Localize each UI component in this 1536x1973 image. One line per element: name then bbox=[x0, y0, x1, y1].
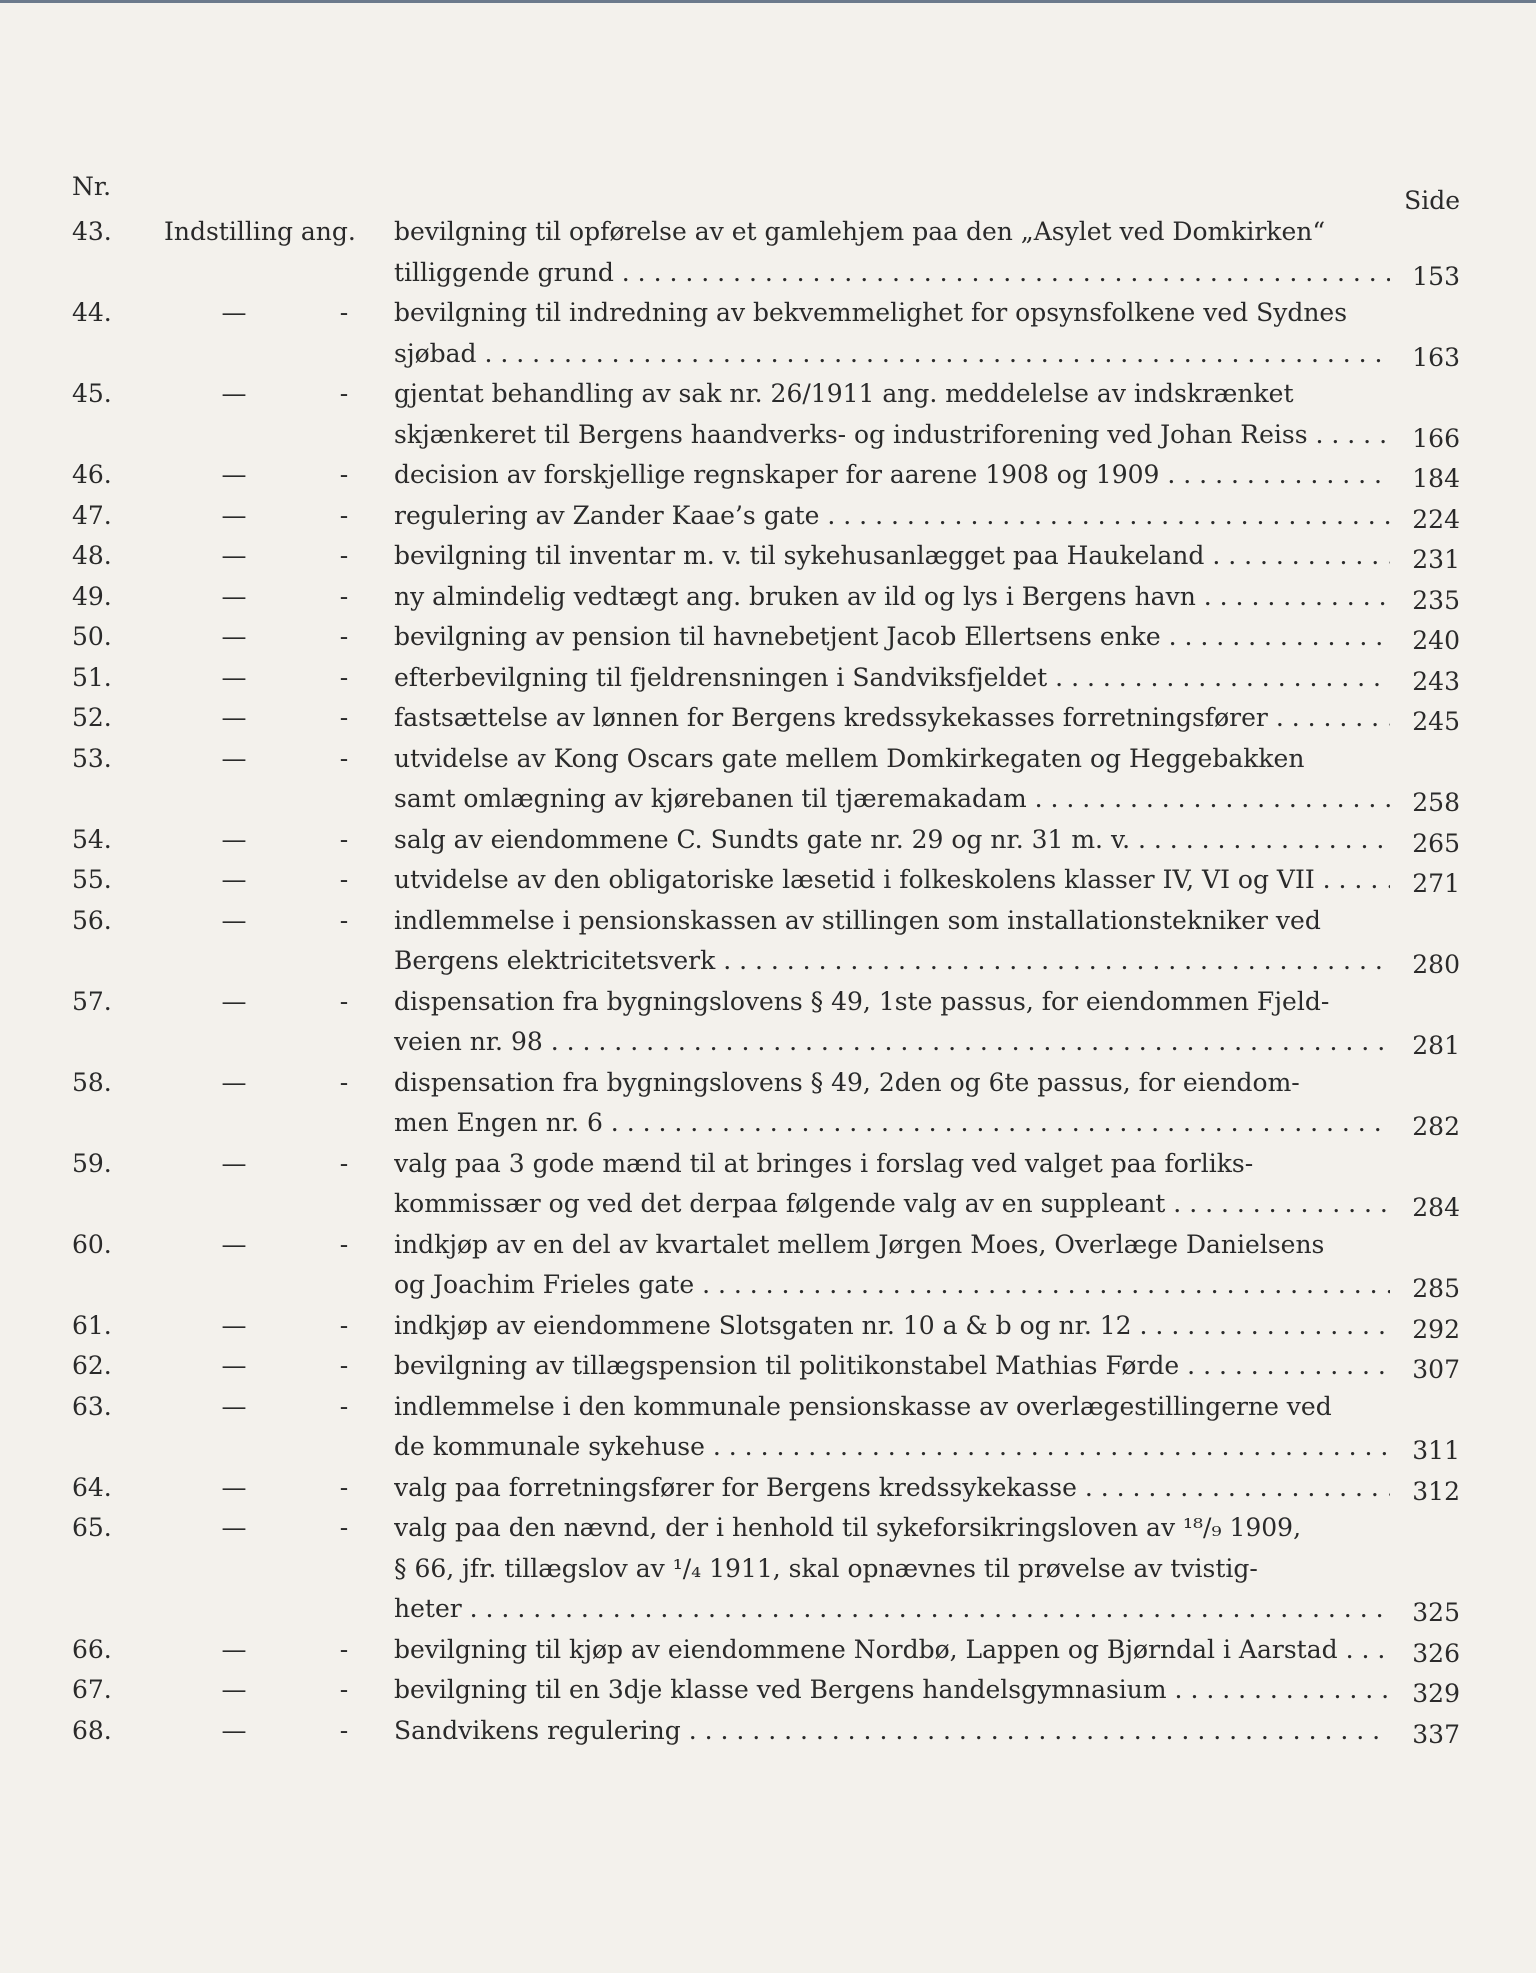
entry-number: 63. bbox=[72, 1391, 112, 1421]
side-column-label: Side bbox=[1404, 186, 1460, 215]
toc-entry-line bbox=[72, 1711, 1460, 1752]
ditto-dash: — bbox=[221, 1472, 247, 1502]
ditto-dash: — bbox=[221, 743, 247, 773]
ditto-dash: — bbox=[221, 581, 247, 611]
ditto-dash: — bbox=[221, 460, 247, 489]
entry-number: 53. bbox=[72, 743, 112, 773]
entry-page-number: 258 bbox=[1412, 788, 1460, 817]
ditto-dash: — bbox=[221, 662, 247, 692]
toc-entry-line bbox=[72, 820, 1460, 861]
ditto-hyphen: - bbox=[339, 1675, 349, 1704]
ditto-dash: — bbox=[221, 703, 247, 732]
toc-entry-line bbox=[72, 698, 1460, 739]
toc-entry-line bbox=[72, 779, 1460, 820]
entry-page-number: 311 bbox=[1412, 1436, 1460, 1465]
entry-number: 62. bbox=[72, 1351, 112, 1380]
entry-title-text: utvidelse av den obligatoriske læsetid i folkeskolens klasser IV, VI og VII . . . bbox=[394, 860, 1390, 901]
ditto-hyphen: - bbox=[339, 986, 349, 1016]
entry-title-text: bevilgning til inventar m. v. til sykehusanlægget paa Haukeland . . . bbox=[394, 536, 1390, 577]
entry-title-text: valg paa 3 gode mænd til at bringes i forslag ved valget paa forliks- bbox=[394, 1148, 1254, 1178]
entry-page-number: 184 bbox=[1412, 464, 1460, 493]
entry-page-number: 166 bbox=[1412, 423, 1460, 453]
entry-number: 57. bbox=[72, 986, 112, 1016]
entry-number: 45. bbox=[72, 379, 112, 408]
ditto-dash: — bbox=[221, 1391, 247, 1421]
toc-entry bbox=[72, 1508, 1460, 1630]
toc-entry-line bbox=[72, 293, 1460, 334]
entry-title-text: bevilgning av pension til havnebetjent Jacob Ellertsens enke . . . bbox=[394, 617, 1390, 658]
entry-number: 60. bbox=[72, 1229, 112, 1259]
ditto-hyphen: - bbox=[339, 581, 349, 611]
ditto-hyphen: - bbox=[339, 905, 349, 935]
entry-page-number: 281 bbox=[1412, 1031, 1460, 1060]
toc-entry bbox=[72, 901, 1460, 982]
entry-title-text: kommissær og ved det derpaa følgende valg av en suppleant . . . bbox=[394, 1184, 1390, 1225]
toc-entry-line bbox=[72, 253, 1460, 294]
toc-entry-line bbox=[72, 1346, 1460, 1387]
ditto-hyphen: - bbox=[339, 622, 349, 651]
ditto-hyphen: - bbox=[339, 1634, 349, 1664]
entry-title-text: og Joachim Frieles gate . . . bbox=[394, 1265, 1390, 1306]
entry-page-number: 231 bbox=[1412, 545, 1460, 574]
entry-title-text: decision av forskjellige regnskaper for aarene 1908 og 1909 . . . bbox=[394, 455, 1390, 496]
entry-title-text: indlemmelse i den kommunale pensionskasse av overlægestillingerne ved bbox=[394, 1391, 1332, 1421]
entry-number: 50. bbox=[72, 622, 112, 651]
toc-entry bbox=[72, 496, 1460, 537]
entry-title-text: tilliggende grund . . . bbox=[394, 253, 1390, 294]
toc-entry bbox=[72, 698, 1460, 739]
entry-number: 49. bbox=[72, 581, 112, 611]
toc-entry-line bbox=[72, 901, 1460, 942]
ditto-hyphen: - bbox=[339, 865, 349, 894]
toc-entry bbox=[72, 1711, 1460, 1752]
entry-title-text: salg av eiendommene C. Sundts gate nr. 29 og nr. 31 m. v. . . . bbox=[394, 820, 1390, 861]
toc-entry bbox=[72, 455, 1460, 496]
entry-page-number: 224 bbox=[1412, 504, 1460, 534]
ditto-dash: — bbox=[221, 1310, 247, 1340]
toc-entry-line bbox=[72, 496, 1460, 537]
ditto-dash: — bbox=[221, 379, 247, 408]
entry-page-number: 312 bbox=[1412, 1476, 1460, 1506]
toc-entry-line bbox=[72, 1144, 1460, 1185]
entry-number: 66. bbox=[72, 1634, 112, 1664]
entry-number: 44. bbox=[72, 298, 112, 327]
toc-entry-line bbox=[72, 941, 1460, 982]
entry-number: 43. bbox=[72, 217, 112, 246]
toc-entry bbox=[72, 1306, 1460, 1347]
toc-entry bbox=[72, 982, 1460, 1063]
entry-title-text: valg paa den nævnd, der i henhold til sykeforsikringsloven av ¹⁸/₉ 1909, bbox=[394, 1513, 1302, 1542]
ditto-dash: — bbox=[221, 1675, 247, 1704]
toc-entry-line bbox=[72, 1589, 1460, 1630]
entry-number: 48. bbox=[72, 541, 112, 570]
entry-page-number: 284 bbox=[1412, 1193, 1460, 1222]
ditto-hyphen: - bbox=[339, 1715, 349, 1745]
ditto-hyphen: - bbox=[339, 1067, 349, 1097]
entry-number: 61. bbox=[72, 1310, 112, 1340]
entry-title-text: Sandvikens regulering . . . bbox=[394, 1711, 1390, 1752]
toc-entry-line bbox=[72, 455, 1460, 496]
entry-number: 54. bbox=[72, 824, 112, 854]
entry-title-text: ny almindelig vedtægt ang. bruken av ild og lys i Bergens havn . . . bbox=[394, 577, 1390, 618]
toc-entry bbox=[72, 1225, 1460, 1306]
entry-number: 59. bbox=[72, 1148, 112, 1178]
entry-title-text: valg paa forretningsfører for Bergens kredssykekasse . . . bbox=[394, 1468, 1390, 1509]
entry-page-number: 326 bbox=[1412, 1638, 1460, 1668]
ditto-dash: — bbox=[221, 500, 247, 530]
ditto-hyphen: - bbox=[339, 1229, 349, 1259]
ditto-dash: — bbox=[221, 1229, 247, 1259]
toc-entry-line bbox=[72, 658, 1460, 699]
toc-entry bbox=[72, 860, 1460, 901]
toc-entry bbox=[72, 1468, 1460, 1509]
entry-title-text: indlemmelse i pensionskassen av stillingen som installationstekniker ved bbox=[394, 905, 1321, 935]
toc-entry-line bbox=[72, 1022, 1460, 1063]
ditto-hyphen: - bbox=[339, 1148, 349, 1178]
toc-entry bbox=[72, 536, 1460, 577]
page-edge bbox=[0, 0, 1536, 3]
entry-page-number: 280 bbox=[1412, 950, 1460, 979]
toc-entry-line bbox=[72, 415, 1460, 456]
entry-title-text: men Engen nr. 6 . . . bbox=[394, 1103, 1390, 1144]
entry-title-text: samt omlægning av kjørebanen til tjæremakadam . . . bbox=[394, 779, 1390, 820]
ditto-dash: — bbox=[221, 1351, 247, 1380]
ditto-dash: — bbox=[221, 1513, 247, 1542]
entry-title-text: bevilgning til opførelse av et gamlehjem paa den „Asylet ved Domkirken“ bbox=[394, 217, 1326, 246]
entry-number: 46. bbox=[72, 460, 112, 489]
toc-entry-line bbox=[72, 577, 1460, 618]
toc-entry bbox=[72, 1144, 1460, 1225]
entry-page-number: 153 bbox=[1412, 261, 1460, 291]
toc-entry bbox=[72, 617, 1460, 658]
entry-title-text: bevilgning til indredning av bekvemmelighet for opsynsfolkene ved Sydnes bbox=[394, 298, 1348, 327]
toc-entry bbox=[72, 1346, 1460, 1387]
entry-title-text: utvidelse av Kong Oscars gate mellem Domkirkegaten og Heggebakken bbox=[394, 743, 1305, 773]
entry-number: 68. bbox=[72, 1715, 112, 1745]
entry-page-number: 243 bbox=[1412, 666, 1460, 696]
toc-entry bbox=[72, 1387, 1460, 1468]
ditto-hyphen: - bbox=[339, 1513, 349, 1542]
ditto-hyphen: - bbox=[339, 703, 349, 732]
entry-number: 64. bbox=[72, 1472, 112, 1502]
ditto-hyphen: - bbox=[339, 460, 349, 489]
ditto-hyphen: - bbox=[339, 379, 349, 408]
entry-page-number: 282 bbox=[1412, 1112, 1460, 1141]
ditto-dash: — bbox=[221, 541, 247, 570]
toc-entry bbox=[72, 820, 1460, 861]
entry-page-number: 325 bbox=[1412, 1598, 1460, 1627]
entry-number: 52. bbox=[72, 703, 112, 732]
toc-entry bbox=[72, 212, 1460, 293]
entry-title-text: Bergens elektricitetsverk . . . bbox=[394, 941, 1390, 982]
entry-title-text: dispensation fra bygningslovens § 49, 2den og 6te passus, for eiendom- bbox=[394, 1067, 1300, 1097]
toc-entry-line bbox=[72, 374, 1460, 415]
ditto-dash: — bbox=[221, 986, 247, 1016]
entry-page-number: 292 bbox=[1412, 1314, 1460, 1344]
entry-title-text: bevilgning til kjøp av eiendommene Nordbø, Lappen og Bjørndal i Aarstad . . . bbox=[394, 1630, 1390, 1671]
ditto-dash: — bbox=[221, 1634, 247, 1664]
entry-title-text: bevilgning til en 3dje klasse ved Bergens handelsgymnasium . . . bbox=[394, 1670, 1390, 1711]
toc-header bbox=[72, 172, 1460, 215]
toc-entry-line bbox=[72, 1103, 1460, 1144]
ditto-hyphen: - bbox=[339, 1310, 349, 1340]
toc-entry-line bbox=[72, 739, 1460, 780]
toc-entry bbox=[72, 739, 1460, 820]
toc-entry-line bbox=[72, 1427, 1460, 1468]
toc-entry-line bbox=[72, 1508, 1460, 1549]
entry-prefix: Indstilling ang. bbox=[164, 217, 356, 246]
toc-entry bbox=[72, 577, 1460, 618]
entry-title-text: bevilgning av tillægspension til politikonstabel Mathias Førde . . . bbox=[394, 1346, 1390, 1387]
entry-page-number: 307 bbox=[1412, 1355, 1460, 1384]
entry-number: 56. bbox=[72, 905, 112, 935]
entry-title-text: de kommunale sykehuse . . . bbox=[394, 1427, 1390, 1468]
entry-title-text: efterbevilgning til fjeldrensningen i Sandviksfjeldet . . . bbox=[394, 658, 1390, 699]
entry-title-text: skjænkeret til Bergens haandverks- og industriforening ved Johan Reiss . . . bbox=[394, 415, 1390, 456]
entry-number: 51. bbox=[72, 662, 112, 692]
entry-title-text: veien nr. 98 . . . bbox=[394, 1022, 1390, 1063]
toc-entry bbox=[72, 374, 1460, 455]
ditto-hyphen: - bbox=[339, 541, 349, 570]
entry-number: 65. bbox=[72, 1513, 112, 1542]
ditto-hyphen: - bbox=[339, 662, 349, 692]
entry-page-number: 235 bbox=[1412, 585, 1460, 615]
ditto-dash: — bbox=[221, 1715, 247, 1745]
ditto-dash: — bbox=[221, 1067, 247, 1097]
ditto-hyphen: - bbox=[339, 298, 349, 327]
ditto-dash: — bbox=[221, 824, 247, 854]
entry-page-number: 337 bbox=[1412, 1719, 1460, 1749]
toc-entry-line bbox=[72, 860, 1460, 901]
entry-page-number: 265 bbox=[1412, 828, 1460, 858]
toc-entry-line bbox=[72, 1387, 1460, 1428]
toc-entry-line bbox=[72, 1630, 1460, 1671]
entry-page-number: 240 bbox=[1412, 626, 1460, 655]
entry-page-number: 245 bbox=[1412, 707, 1460, 736]
ditto-dash: — bbox=[221, 905, 247, 935]
toc-entry-line bbox=[72, 1468, 1460, 1509]
ditto-hyphen: - bbox=[339, 1391, 349, 1421]
toc-entry-line bbox=[72, 1225, 1460, 1266]
entry-number: 55. bbox=[72, 865, 112, 894]
ditto-dash: — bbox=[221, 865, 247, 894]
entry-title-text: sjøbad . . . bbox=[394, 334, 1390, 375]
toc-entry-line bbox=[72, 1670, 1460, 1711]
toc-entry bbox=[72, 293, 1460, 374]
toc-entry-line bbox=[72, 617, 1460, 658]
ditto-hyphen: - bbox=[339, 743, 349, 773]
entry-page-number: 271 bbox=[1412, 869, 1460, 898]
toc-entry bbox=[72, 1063, 1460, 1144]
toc-entry-line bbox=[72, 1184, 1460, 1225]
entry-page-number: 163 bbox=[1412, 342, 1460, 372]
ditto-dash: — bbox=[221, 622, 247, 651]
toc-entry bbox=[72, 658, 1460, 699]
toc-entry-line bbox=[72, 536, 1460, 577]
ditto-hyphen: - bbox=[339, 1351, 349, 1380]
entry-title-text: gjentat behandling av sak nr. 26/1911 ang. meddelelse av indskrænket bbox=[394, 379, 1294, 408]
ditto-hyphen: - bbox=[339, 824, 349, 854]
ditto-hyphen: - bbox=[339, 500, 349, 530]
toc-entry-line bbox=[72, 334, 1460, 375]
ditto-hyphen: - bbox=[339, 1472, 349, 1502]
entry-page-number: 329 bbox=[1412, 1679, 1460, 1708]
entry-number: 58. bbox=[72, 1067, 112, 1097]
entry-title-text: indkjøp av eiendommene Slotsgaten nr. 10 a & b og nr. 12 . . . bbox=[394, 1306, 1390, 1347]
entry-page-number: 285 bbox=[1412, 1274, 1460, 1303]
entry-number: 47. bbox=[72, 500, 112, 530]
toc-entry-line bbox=[72, 212, 1460, 253]
toc-entry-line bbox=[72, 982, 1460, 1023]
nr-column-label: Nr. bbox=[72, 172, 112, 201]
entry-title-text: indkjøp av en del av kvartalet mellem Jørgen Moes, Overlæge Danielsens bbox=[394, 1229, 1325, 1259]
toc-entry-line bbox=[72, 1306, 1460, 1347]
entry-title-text: fastsættelse av lønnen for Bergens kredssykekasses forretningsfører . . . bbox=[394, 698, 1390, 739]
ditto-dash: — bbox=[221, 1148, 247, 1178]
toc-entry bbox=[72, 1630, 1460, 1671]
entry-title-text: dispensation fra bygningslovens § 49, 1ste passus, for eiendommen Fjeld- bbox=[394, 986, 1330, 1016]
toc-entry bbox=[72, 1670, 1460, 1711]
entry-title-text: regulering av Zander Kaae’s gate . . . bbox=[394, 496, 1390, 537]
toc-entry-line bbox=[72, 1063, 1460, 1104]
toc-entry-line bbox=[72, 1549, 1460, 1590]
table-of-contents bbox=[72, 212, 1460, 1751]
entry-title-text: heter . . . bbox=[394, 1589, 1390, 1630]
ditto-dash: — bbox=[221, 298, 247, 327]
entry-title-text: § 66, jfr. tillægslov av ¹/₄ 1911, skal opnævnes til prøvelse av tvistig- bbox=[394, 1553, 1258, 1583]
toc-entry-line bbox=[72, 1265, 1460, 1306]
entry-number: 67. bbox=[72, 1675, 112, 1704]
